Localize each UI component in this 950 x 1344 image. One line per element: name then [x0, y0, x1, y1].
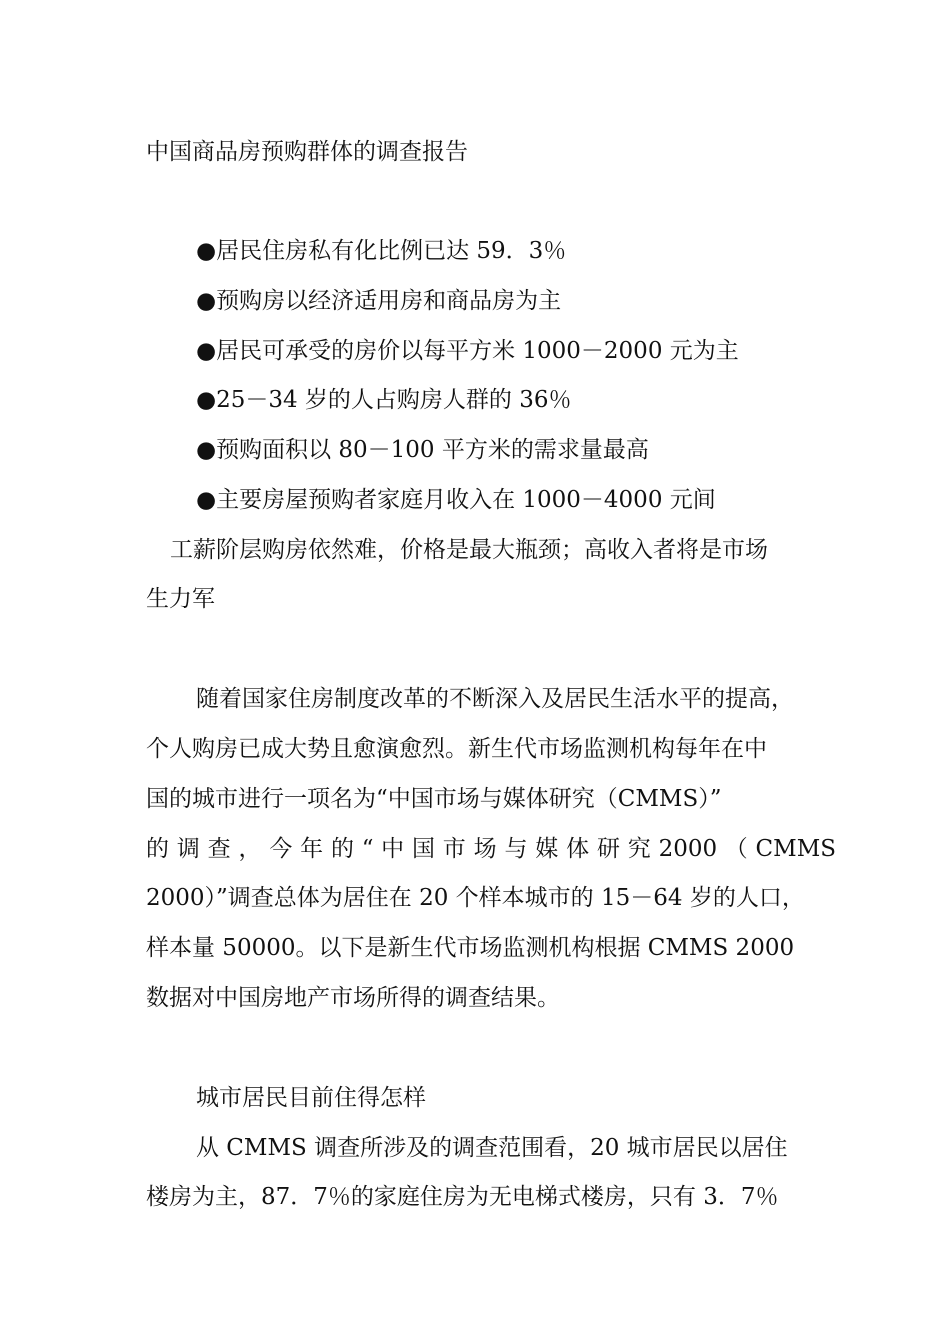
paragraph-line: 随着国家住房制度改革的不断深入及居民生活水平的提高，	[196, 686, 794, 712]
subtitle-line: 生力军	[146, 586, 215, 612]
bullet-item: ●预购房以经济适用房和商品房为主	[196, 288, 562, 314]
paragraph-line: 个人购房已成大势且愈演愈烈。新生代市场监测机构每年在中	[146, 736, 767, 762]
bullet-item: ●主要房屋预购者家庭月收入在 1000－4000 元间	[196, 487, 716, 513]
paragraph-line: 国的城市进行一项名为“中国市场与媒体研究（CMMS）”	[146, 786, 722, 812]
paragraph-line: 的 调 查 ， 今 年 的 “ 中 国 市 场 与 媒 体 研 究 2000 （ CMMS	[146, 836, 836, 862]
paragraph-line: 2000）”调查总体为居住在 20 个样本城市的 15－64 岁的人口，	[146, 885, 805, 911]
subtitle-line: 工薪阶层购房依然难，价格是最大瓶颈；高收入者将是市场	[170, 537, 768, 563]
paragraph-line: 样本量 50000。以下是新生代市场监测机构根据 CMMS 2000	[146, 935, 795, 961]
bullet-item: ●25－34 岁的人占购房人群的 36％	[196, 387, 572, 413]
section-heading: 城市居民目前住得怎样	[196, 1085, 426, 1111]
bullet-item: ●预购面积以 80－100 平方米的需求量最高	[196, 437, 649, 463]
paragraph-line: 从 CMMS 调查所涉及的调查范围看，20 城市居民以居住	[196, 1135, 788, 1161]
bullet-item: ●居民可承受的房价以每平方米 1000－2000 元为主	[196, 338, 739, 364]
document-title: 中国商品房预购群体的调查报告	[146, 139, 468, 165]
bullet-item: ●居民住房私有化比例已达 59．3％	[196, 238, 567, 264]
paragraph-line: 楼房为主，87．7％的家庭住房为无电梯式楼房，只有 3．7％	[146, 1184, 779, 1210]
paragraph-line: 数据对中国房地产市场所得的调查结果。	[146, 985, 560, 1011]
